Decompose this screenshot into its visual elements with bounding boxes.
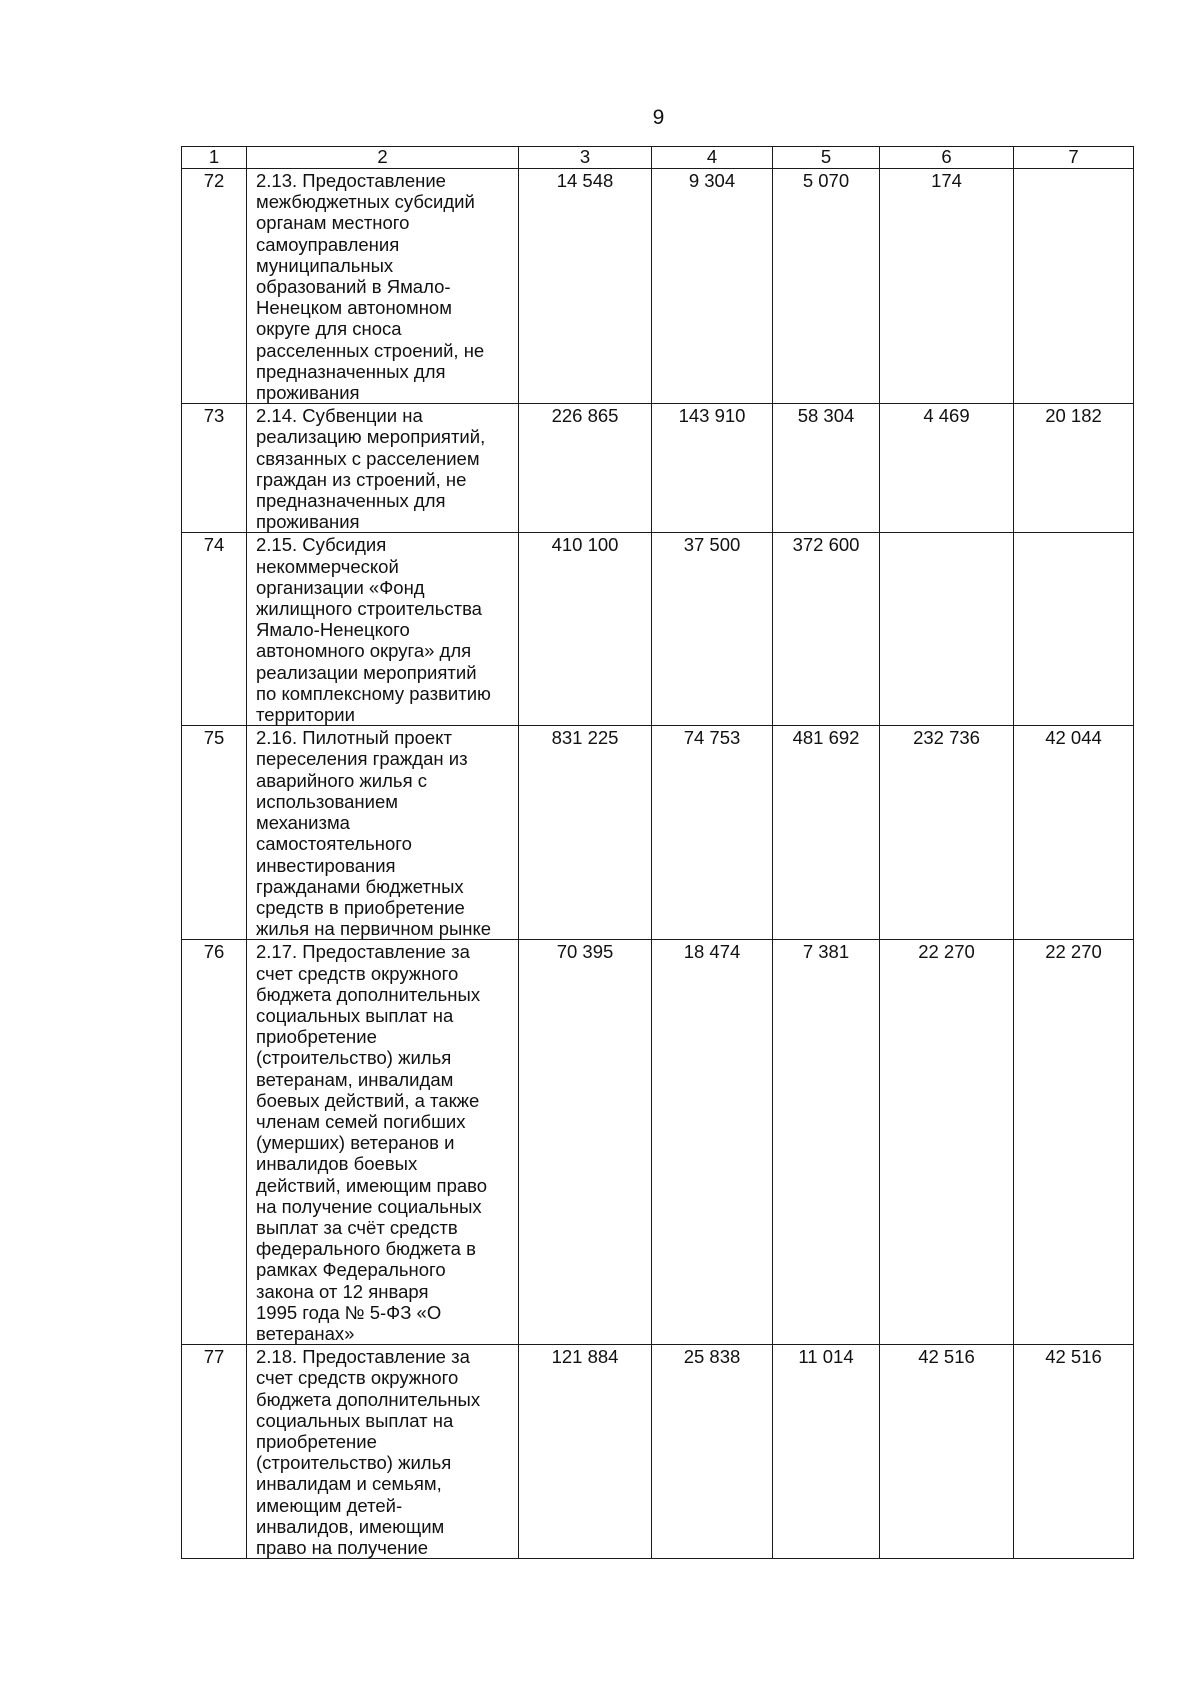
- row-number: 73: [182, 404, 247, 533]
- cell-col5: 481 692: [773, 726, 880, 940]
- cell-col3: 831 225: [519, 726, 652, 940]
- row-description: 2.17. Предоставление за счет средств окружного бюджета дополнительных социальных выплат на приобретение (строительство) жилья ветеранам, инвалидам боевых действий, а также членам семей погибших (умерших) ветеранов и инвалидов боевых действий, имеющим право на получение социальных выплат за счёт средств федерального бюджета в рамках Федерального закона от 12 января 1995 года № 5-ФЗ «О ветеранах»: [247, 940, 519, 1345]
- cell-col7: 22 270: [1014, 940, 1134, 1345]
- row-number: 75: [182, 726, 247, 940]
- cell-col4: 74 753: [652, 726, 773, 940]
- row-number: 74: [182, 533, 247, 726]
- cell-col5: 58 304: [773, 404, 880, 533]
- row-number: 72: [182, 169, 247, 404]
- cell-col4: 9 304: [652, 169, 773, 404]
- row-number: 76: [182, 940, 247, 1345]
- cell-col3: 226 865: [519, 404, 652, 533]
- row-description: 2.16. Пилотный проект переселения граждан из аварийного жилья с использованием механизма самостоятельного инвестирования гражданами бюджетных средств в приобретение жилья на первичном рынке: [247, 726, 519, 940]
- cell-col6: [880, 533, 1014, 726]
- table-row: [182, 726, 1134, 940]
- column-header: 5: [773, 147, 880, 169]
- column-header: 2: [247, 147, 519, 169]
- column-header: 7: [1014, 147, 1134, 169]
- row-description: 2.15. Субсидия некоммерческой организации «Фонд жилищного строительства Ямало-Ненецкого автономного округа» для реализации мероприятий по комплексному развитию территории: [247, 533, 519, 726]
- column-header: 4: [652, 147, 773, 169]
- cell-col4: 37 500: [652, 533, 773, 726]
- budget-table: [181, 146, 1134, 1559]
- table-row: [182, 169, 1134, 404]
- cell-col5: 372 600: [773, 533, 880, 726]
- cell-col7: [1014, 533, 1134, 726]
- table-row: [182, 1345, 1134, 1559]
- cell-col7: 20 182: [1014, 404, 1134, 533]
- cell-col5: 7 381: [773, 940, 880, 1345]
- row-number: 77: [182, 1345, 247, 1559]
- row-description: 2.18. Предоставление за счет средств окружного бюджета дополнительных социальных выплат на приобретение (строительство) жилья инвалидам и семьям, имеющим детей- инвалидов, имеющим право на получение: [247, 1345, 519, 1559]
- cell-col3: 121 884: [519, 1345, 652, 1559]
- cell-col7: 42 516: [1014, 1345, 1134, 1559]
- table-row: [182, 940, 1134, 1345]
- table-row: [182, 404, 1134, 533]
- cell-col6: 4 469: [880, 404, 1014, 533]
- cell-col6: 174: [880, 169, 1014, 404]
- cell-col6: 232 736: [880, 726, 1014, 940]
- cell-col4: 143 910: [652, 404, 773, 533]
- cell-col4: 18 474: [652, 940, 773, 1345]
- cell-col3: 410 100: [519, 533, 652, 726]
- page-number: 9: [652, 106, 665, 129]
- column-header: 6: [880, 147, 1014, 169]
- cell-col6: 42 516: [880, 1345, 1014, 1559]
- cell-col5: 11 014: [773, 1345, 880, 1559]
- cell-col5: 5 070: [773, 169, 880, 404]
- cell-col6: 22 270: [880, 940, 1014, 1345]
- row-description: 2.14. Субвенции на реализацию мероприятий, связанных с расселением граждан из строений, не предназначенных для проживания: [247, 404, 519, 533]
- cell-col3: 14 548: [519, 169, 652, 404]
- cell-col7: [1014, 169, 1134, 404]
- table-row: [182, 533, 1134, 726]
- cell-col7: 42 044: [1014, 726, 1134, 940]
- row-description: 2.13. Предоставление межбюджетных субсидий органам местного самоуправления муниципальных образований в Ямало- Ненецком автономном округе для сноса расселенных строений, не предназначенных для проживания: [247, 169, 519, 404]
- cell-col3: 70 395: [519, 940, 652, 1345]
- column-header: 3: [519, 147, 652, 169]
- table-header-row: [182, 147, 1134, 169]
- cell-col4: 25 838: [652, 1345, 773, 1559]
- column-header: 1: [182, 147, 247, 169]
